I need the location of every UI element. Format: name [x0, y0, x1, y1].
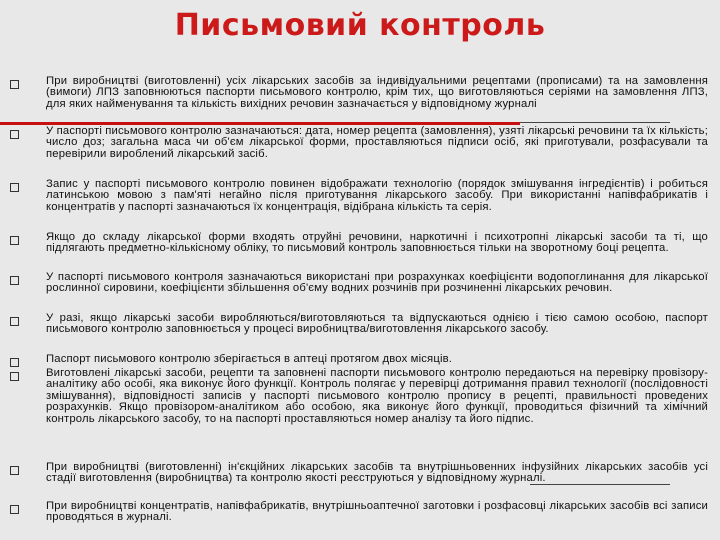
bullet-box-icon — [10, 317, 19, 326]
list-item: У паспорті письмового контролю зазначаються: дата, номер рецепта (замовлення), узяті лікарські речовини та їх кількість; число доз; загальна маса чи об'єм лікарської форми, проставляються підписи осіб, які приготували, розфасували та перевірили вироблений лікарський засіб. — [46, 125, 708, 160]
list-item: При виробництві (виготовленні) ін'єкційних лікарських засобів та внутрішньовенних інфузійних лікарських засобів усі стадії виготовлення (виробництва) та контролю якості реєструються у відповідному журналі. — [46, 461, 708, 485]
bullet-box-icon — [10, 80, 19, 89]
bullet-box-icon — [10, 130, 19, 139]
bullet-box-icon — [10, 236, 19, 245]
list-item: Запис у паспорті письмового контролю повинен відображати технологію (порядок змішування інгредієнтів) і робиться латинською мовою з пам'яті негайно після приготування лікарського засобу. При використанні напівфабрикатів і концентратів у паспорті зазначаються їх концентрація, відібрана кількість та серія. — [46, 178, 708, 213]
divider-extension-line — [520, 122, 670, 123]
list-item: Якщо до складу лікарської форми входять отруйні речовини, наркотичні і психотропні лікарські засоби та ті, що підлягають предметно-кількісному обліку, то письмовий контроль заповнюється тільки на зворотному боці рецепта. — [46, 231, 708, 255]
bullet-box-icon — [10, 276, 19, 285]
bullet-box-icon — [10, 466, 19, 475]
bullet-box-icon — [10, 372, 19, 381]
list-item: У разі, якщо лікарські засоби виробляються/виготовляються та відпускаються однією і тією самою особою, паспорт письмового контролю заповнюється у процесі виробництва/виготовлення лікарського засобу. — [46, 312, 708, 336]
list-item: Виготовлені лікарські засоби, рецепти та заповнені паспорти письмового контролю передаються на перевірку провізору-аналітику або особі, яка виконує його функції. Контроль полягає у перевірці дотримання правил технології (послідовності змішування), відповідності записів у паспорті письмового контролю пропису в рецепті, правильності проведених розрахунків. Якщо провізором-аналітиком або особою, яка виконує його функції, проводиться фізичний та хімічний контроль лікарського засобу, то на паспорті проставляються номер аналізу та його підпис. — [46, 367, 708, 425]
slide-title: Письмовий контроль — [174, 8, 546, 43]
list-item: При виробництві (виготовленні) усіх лікарських засобів за індивідуальними рецептами (прописами) та на замовлення (вимоги) ЛПЗ заповнюються паспорти письмового контролю, крім тих, що виготовляються серіями на замовлення ЛПЗ, для яких найменування та кількість вихідних речовин зазначається у відповідному журналі — [46, 75, 708, 110]
list-item: При виробництві концентратів, напівфабрикатів, внутрішньоаптечної заготовки і розфасовці лікарських засобів всі записи проводяться в журналі. — [46, 500, 708, 524]
bullet-box-icon — [10, 358, 19, 367]
list-item: У паспорті письмового контроля зазначаються використані при розрахунках коефіцієнти водопоглинання для лікарської рослинної сировини, коефіцієнти збільшення об'єму водних розчинів при розчиненні лікарських речовин. — [46, 271, 708, 295]
bullet-box-icon — [10, 183, 19, 192]
bullet-box-icon — [10, 505, 19, 514]
list-item: Паспорт письмового контролю зберігається в аптеці протягом двох місяців. — [46, 353, 453, 365]
